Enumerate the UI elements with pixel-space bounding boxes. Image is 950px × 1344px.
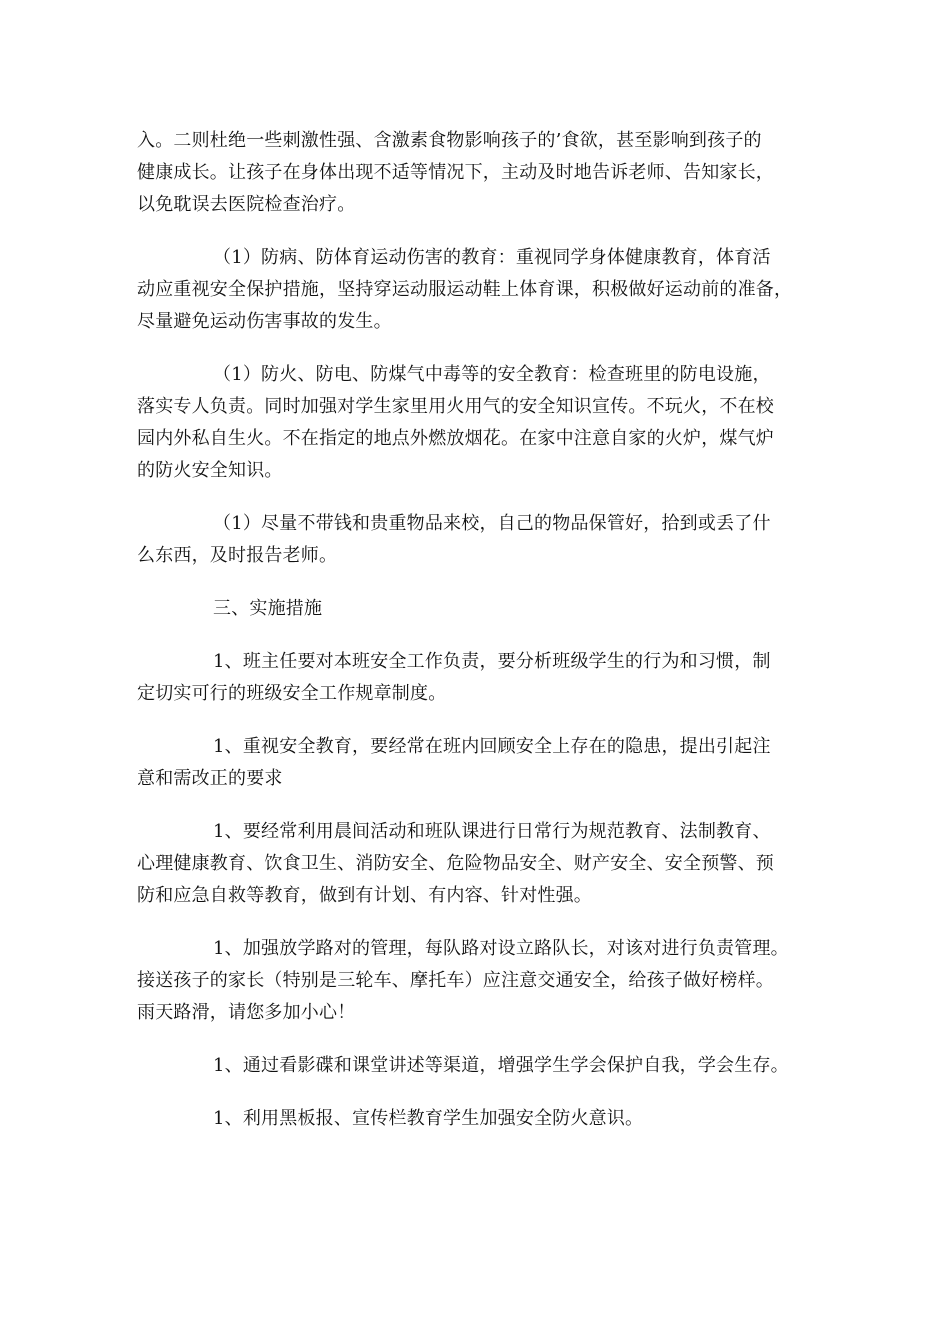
text-line: 园内外私自生火。不在指定的地点外燃放烟花。在家中注意自家的火炉，煤气炉	[137, 428, 774, 449]
paragraph-valuables	[137, 508, 813, 572]
heading-text: 三、实施措施	[213, 598, 323, 619]
text-line: 1、通过看影碟和课堂讲述等渠道，增强学生学会保护自我，学会生存。	[213, 1055, 789, 1076]
paragraph-measure-morning-activities	[137, 816, 813, 912]
paragraph-disease-sports-injury	[137, 242, 813, 338]
document-page	[137, 125, 813, 1156]
paragraph-measure-road-team	[137, 933, 813, 1029]
text-line: 雨天路滑，请您多加小心！	[137, 1002, 356, 1023]
text-line: 1、重视安全教育，要经常在班内回顾安全上存在的隐患，提出引起注	[213, 736, 771, 757]
paragraph-measure-videos	[137, 1050, 813, 1082]
text-line: 1、班主任要对本班安全工作负责，要分析班级学生的行为和习惯，制	[213, 651, 771, 672]
text-line: 防和应急自救等教育，做到有计划、有内容、针对性强。	[137, 885, 592, 906]
text-line: 动应重视安全保护措施，坚持穿运动服运动鞋上体育课，积极做好运动前的准备，	[137, 279, 793, 300]
text-line: 以免耽误去医院检查治疗。	[137, 194, 356, 215]
text-line: 意和需改正的要求	[137, 768, 283, 789]
paragraph-continuation	[137, 125, 813, 221]
text-line: （1）防病、防体育运动伤害的教育：重视同学身体健康教育，体育活	[213, 247, 771, 268]
paragraph-measure-safety-education	[137, 731, 813, 795]
text-line: （1）尽量不带钱和贵重物品来校，自己的物品保管好，拾到或丢了什	[213, 513, 771, 534]
text-line: 入。二则杜绝一些刺激性强、含激素食物影响孩子的’食欲，甚至影响到孩子的	[137, 130, 762, 151]
text-line: 1、加强放学路对的管理，每队路对设立路队长，对该对进行负责管理。	[213, 938, 789, 959]
text-line: 定切实可行的班级安全工作规章制度。	[137, 683, 447, 704]
text-line: 尽量避免运动伤害事故的发生。	[137, 311, 392, 332]
paragraph-measure-blackboard	[137, 1103, 813, 1135]
text-line: 心理健康教育、饮食卫生、消防安全、危险物品安全、财产安全、安全预警、预	[137, 853, 774, 874]
text-line: 的防火安全知识。	[137, 460, 283, 481]
text-line: 落实专人负责。同时加强对学生家里用火用气的安全知识宣传。不玩火，不在校	[137, 396, 774, 417]
text-line: 么东西，及时报告老师。	[137, 545, 338, 566]
section-heading	[137, 593, 813, 625]
text-line: 接送孩子的家长（特别是三轮车、摩托车）应注意交通安全，给孩子做好榜样。	[137, 970, 774, 991]
paragraph-measure-head-teacher	[137, 646, 813, 710]
text-line: （1）防火、防电、防煤气中毒等的安全教育：检查班里的防电设施，	[213, 364, 771, 385]
text-line: 健康成长。让孩子在身体出现不适等情况下，主动及时地告诉老师、告知家长，	[137, 162, 774, 183]
text-line: 1、要经常利用晨间活动和班队课进行日常行为规范教育、法制教育、	[213, 821, 771, 842]
paragraph-fire-electric-gas	[137, 359, 813, 487]
text-line: 1、利用黑板报、宣传栏教育学生加强安全防火意识。	[213, 1108, 644, 1129]
